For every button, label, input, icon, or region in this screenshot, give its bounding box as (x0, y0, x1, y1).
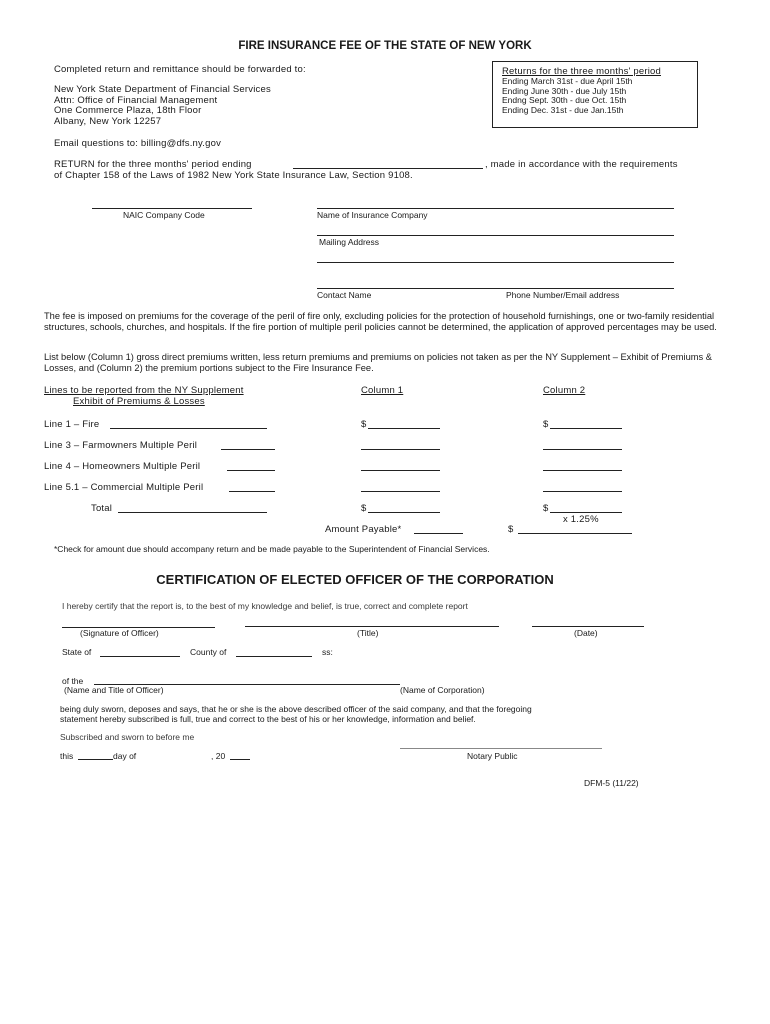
row-line5-underline (229, 491, 275, 492)
title-label: (Title) (357, 628, 379, 638)
return-statement-part1: RETURN for the three months' period ending (54, 159, 252, 170)
row-line1-col1-field[interactable] (368, 428, 440, 429)
row-line1-col2-dollar: $ (543, 419, 549, 430)
period-row: Ending Dec. 31st - due Jan.15th (502, 104, 624, 115)
mailing-address-label: Mailing Address (319, 237, 380, 247)
naic-code-field[interactable] (92, 208, 252, 209)
form-id: DFM-5 (11/22) (584, 778, 639, 788)
company-name-field[interactable] (317, 208, 674, 209)
list-paragraph: List below (Column 1) gross direct premiums written, less return premiums and premiums on policies not taken as per the NY Supplement – Exhibit of Premiums & Losses, and (Column 2) the premium portions subject to the Fire Insurance Fee. (44, 352, 712, 374)
date-field[interactable] (532, 626, 644, 627)
contact-name-label: Contact Name (317, 290, 372, 300)
total-col2-dollar: $ (543, 503, 549, 514)
period-row: Endng Sept. 30th - due Oct. 15th (502, 95, 627, 106)
email-line: Email questions to: billing@dfs.ny.gov (54, 138, 222, 149)
period-row: Ending June 30th - due July 15th (502, 85, 627, 96)
this-label: this (60, 751, 74, 761)
mailing-address-block (54, 85, 271, 127)
period-rows (502, 77, 632, 115)
row-line3-col2-field[interactable] (543, 449, 622, 450)
total-underline (118, 512, 267, 513)
period-heading: Returns for the three months' period (502, 66, 661, 77)
contact-field[interactable] (317, 288, 674, 289)
day-field[interactable] (78, 759, 113, 760)
total-col1-field[interactable] (368, 512, 440, 513)
phone-email-label: Phone Number/Email address (506, 290, 620, 300)
period-row: Ending March 31st - due April 15th (502, 76, 633, 86)
sworn-line-1: being duly sworn, deposes and says, that he or she is the above described officer of the said company, and that the foregoing (60, 704, 532, 714)
row-line5-col2-field[interactable] (543, 491, 622, 492)
day-of-label: day of (113, 751, 137, 761)
row-line1-col2-field[interactable] (550, 428, 622, 429)
total-col2-field[interactable] (550, 512, 622, 513)
row-line5-col1-field[interactable] (361, 491, 440, 492)
total-label: Total (91, 503, 113, 514)
naic-label: NAIC Company Code (123, 210, 205, 220)
fee-rate: x 1.25% (563, 514, 599, 525)
row-line3-underline (221, 449, 275, 450)
date-label: (Date) (574, 628, 598, 638)
lines-heading: Lines to be reported from the NY Supplement (44, 385, 244, 396)
signature-label: (Signature of Officer) (80, 628, 159, 638)
row-label-line1: Line 1 – Fire (44, 419, 100, 430)
address-line: New York State Department of Financial Services (54, 84, 271, 95)
subscribed-label: Subscribed and sworn to before me (60, 732, 195, 742)
of-the-label: of the (62, 676, 84, 686)
row-label-line5: Line 5.1 – Commercial Multiple Peril (44, 482, 204, 493)
corporation-label: (Name of Corporation) (400, 685, 485, 695)
notary-signature-field[interactable] (400, 748, 602, 749)
fee-paragraph: The fee is imposed on premiums for the coverage of the peril of fire only, excluding policies for the protection of household furnishings, one or two-family residential structures, schools, churches, and hospitals. If the fire portion of multiple peril policies cannot be determined, the application of approved percentages may be used. (44, 311, 717, 333)
row-line4-col2-field[interactable] (543, 470, 622, 471)
title-field[interactable] (245, 626, 499, 627)
amount-payable-underline (414, 533, 463, 534)
column1-heading: Column 1 (361, 385, 404, 396)
row-line4-col1-field[interactable] (361, 470, 440, 471)
amount-payable-label: Amount Payable* (325, 524, 402, 535)
row-line4-underline (227, 470, 275, 471)
certify-statement: I hereby certify that the report is, to the best of my knowledge and belief, is true, correct and complete report (62, 601, 468, 611)
company-name-label: Name of Insurance Company (317, 210, 428, 220)
county-field[interactable] (236, 656, 312, 657)
sworn-line-2: statement hereby subscribed is full, true and correct to the best of his or her knowledge, information and belief. (60, 714, 476, 724)
mailing-address-field-2[interactable] (317, 262, 674, 263)
total-col1-dollar: $ (361, 503, 367, 514)
column2-heading: Column 2 (543, 385, 586, 396)
return-statement-part2: , made in accordance with the requirements (485, 159, 678, 170)
lines-heading-2: Exhibit of Premiums & Losses (73, 396, 205, 407)
notary-label: Notary Public (467, 751, 518, 761)
county-label: County of (190, 647, 227, 657)
year-field[interactable] (230, 759, 250, 760)
year-label: , 20 (211, 751, 226, 761)
row-line1-col1-dollar: $ (361, 419, 367, 430)
ss-label: ss: (322, 647, 333, 657)
row-label-line4: Line 4 – Homeowners Multiple Peril (44, 461, 201, 472)
address-line: Attn: Office of Financial Management (54, 94, 218, 106)
row-line3-col1-field[interactable] (361, 449, 440, 450)
state-label: State of (62, 647, 92, 657)
name-title-label: (Name and Title of Officer) (64, 685, 164, 695)
row-line1-underline (110, 428, 267, 429)
return-statement-line2: of Chapter 158 of the Laws of 1982 New York State Insurance Law, Section 9108. (54, 170, 413, 181)
address-line: Albany, New York 12257 (54, 115, 162, 127)
form-title: FIRE INSURANCE FEE OF THE STATE OF NEW YORK (238, 40, 532, 52)
mailing-address-field[interactable] (317, 235, 674, 236)
row-label-line3: Line 3 – Farmowners Multiple Peril (44, 440, 198, 451)
remit-note: Completed return and remittance should be forwarded to: (54, 64, 306, 75)
certification-title: CERTIFICATION OF ELECTED OFFICER OF THE CORPORATION (156, 572, 554, 587)
footnote: *Check for amount due should accompany return and be made payable to the Superintendent of Financial Services. (54, 544, 490, 554)
state-field[interactable] (100, 656, 180, 657)
amount-payable-dollar: $ (508, 524, 514, 535)
period-ending-field[interactable] (293, 168, 483, 169)
address-line: One Commerce Plaza, 18th Floor (54, 105, 202, 116)
amount-payable-field[interactable] (518, 533, 632, 534)
